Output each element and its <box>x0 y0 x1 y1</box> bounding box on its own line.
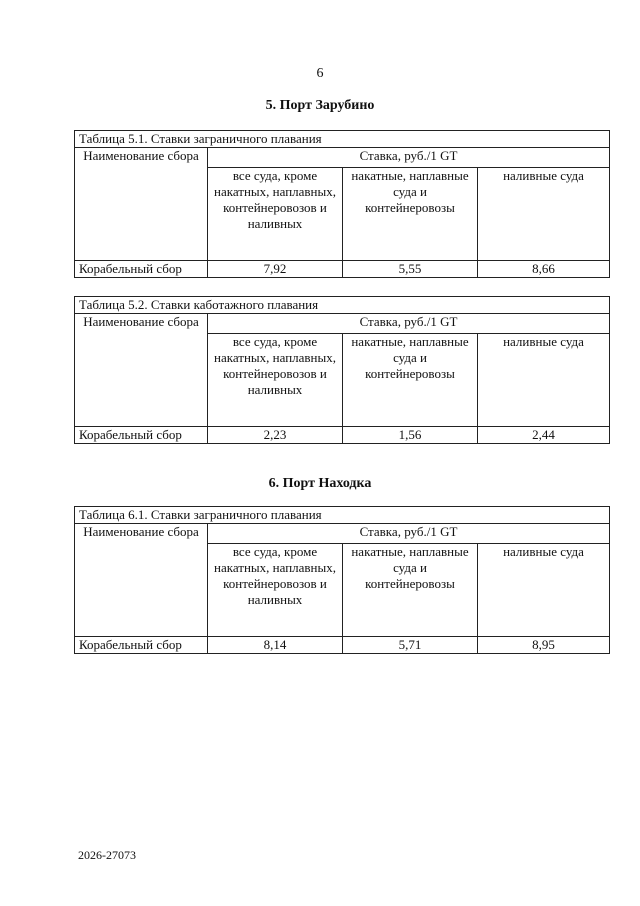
sub-header-general-vessels: все суда, кроме накатных, наплавных, контейнеровозов и наливных <box>208 544 343 637</box>
page-number: 6 <box>316 66 324 81</box>
fee-name-header: Наименование сбора <box>75 148 208 261</box>
sub-header-roro-container: накатные, наплавные суда и контейнеровозы <box>343 544 478 637</box>
rates-table-6-1 <box>74 506 610 654</box>
sub-header-tankers: наливные суда <box>478 168 610 261</box>
rate-header: Ставка, руб./1 GT <box>208 148 610 168</box>
section-title-nakhodka: 6. Порт Находка <box>268 476 372 491</box>
value-cell: 8,95 <box>478 637 610 654</box>
value-cell: 5,55 <box>343 261 478 278</box>
rate-header: Ставка, руб./1 GT <box>208 314 610 334</box>
document-code: 2026-27073 <box>78 848 136 862</box>
fee-name-header: Наименование сбора <box>75 524 208 637</box>
value-cell: 7,92 <box>208 261 343 278</box>
sub-header-general-vessels: все суда, кроме накатных, наплавных, контейнеровозов и наливных <box>208 334 343 427</box>
fee-name-cell: Корабельный сбор <box>75 637 208 654</box>
value-cell: 1,56 <box>343 427 478 444</box>
value-cell: 2,44 <box>478 427 610 444</box>
sub-header-tankers: наливные суда <box>478 334 610 427</box>
section-title-zarubino: 5. Порт Зарубино <box>265 98 375 113</box>
fee-name-cell: Корабельный сбор <box>75 427 208 444</box>
value-cell: 2,23 <box>208 427 343 444</box>
table-caption: Таблица 5.1. Ставки заграничного плавания <box>75 131 610 148</box>
fee-name-header: Наименование сбора <box>75 314 208 427</box>
value-cell: 8,14 <box>208 637 343 654</box>
table-caption: Таблица 5.2. Ставки каботажного плавания <box>75 297 610 314</box>
rates-table-5-1 <box>74 130 610 278</box>
value-cell: 8,66 <box>478 261 610 278</box>
rate-header: Ставка, руб./1 GT <box>208 524 610 544</box>
table-caption: Таблица 6.1. Ставки заграничного плавания <box>75 507 610 524</box>
sub-header-roro-container: накатные, наплавные суда и контейнеровозы <box>343 168 478 261</box>
sub-header-tankers: наливные суда <box>478 544 610 637</box>
value-cell: 5,71 <box>343 637 478 654</box>
fee-name-cell: Корабельный сбор <box>75 261 208 278</box>
sub-header-general-vessels: все суда, кроме накатных, наплавных, контейнеровозов и наливных <box>208 168 343 261</box>
sub-header-roro-container: накатные, наплавные суда и контейнеровозы <box>343 334 478 427</box>
rates-table-5-2 <box>74 296 610 444</box>
